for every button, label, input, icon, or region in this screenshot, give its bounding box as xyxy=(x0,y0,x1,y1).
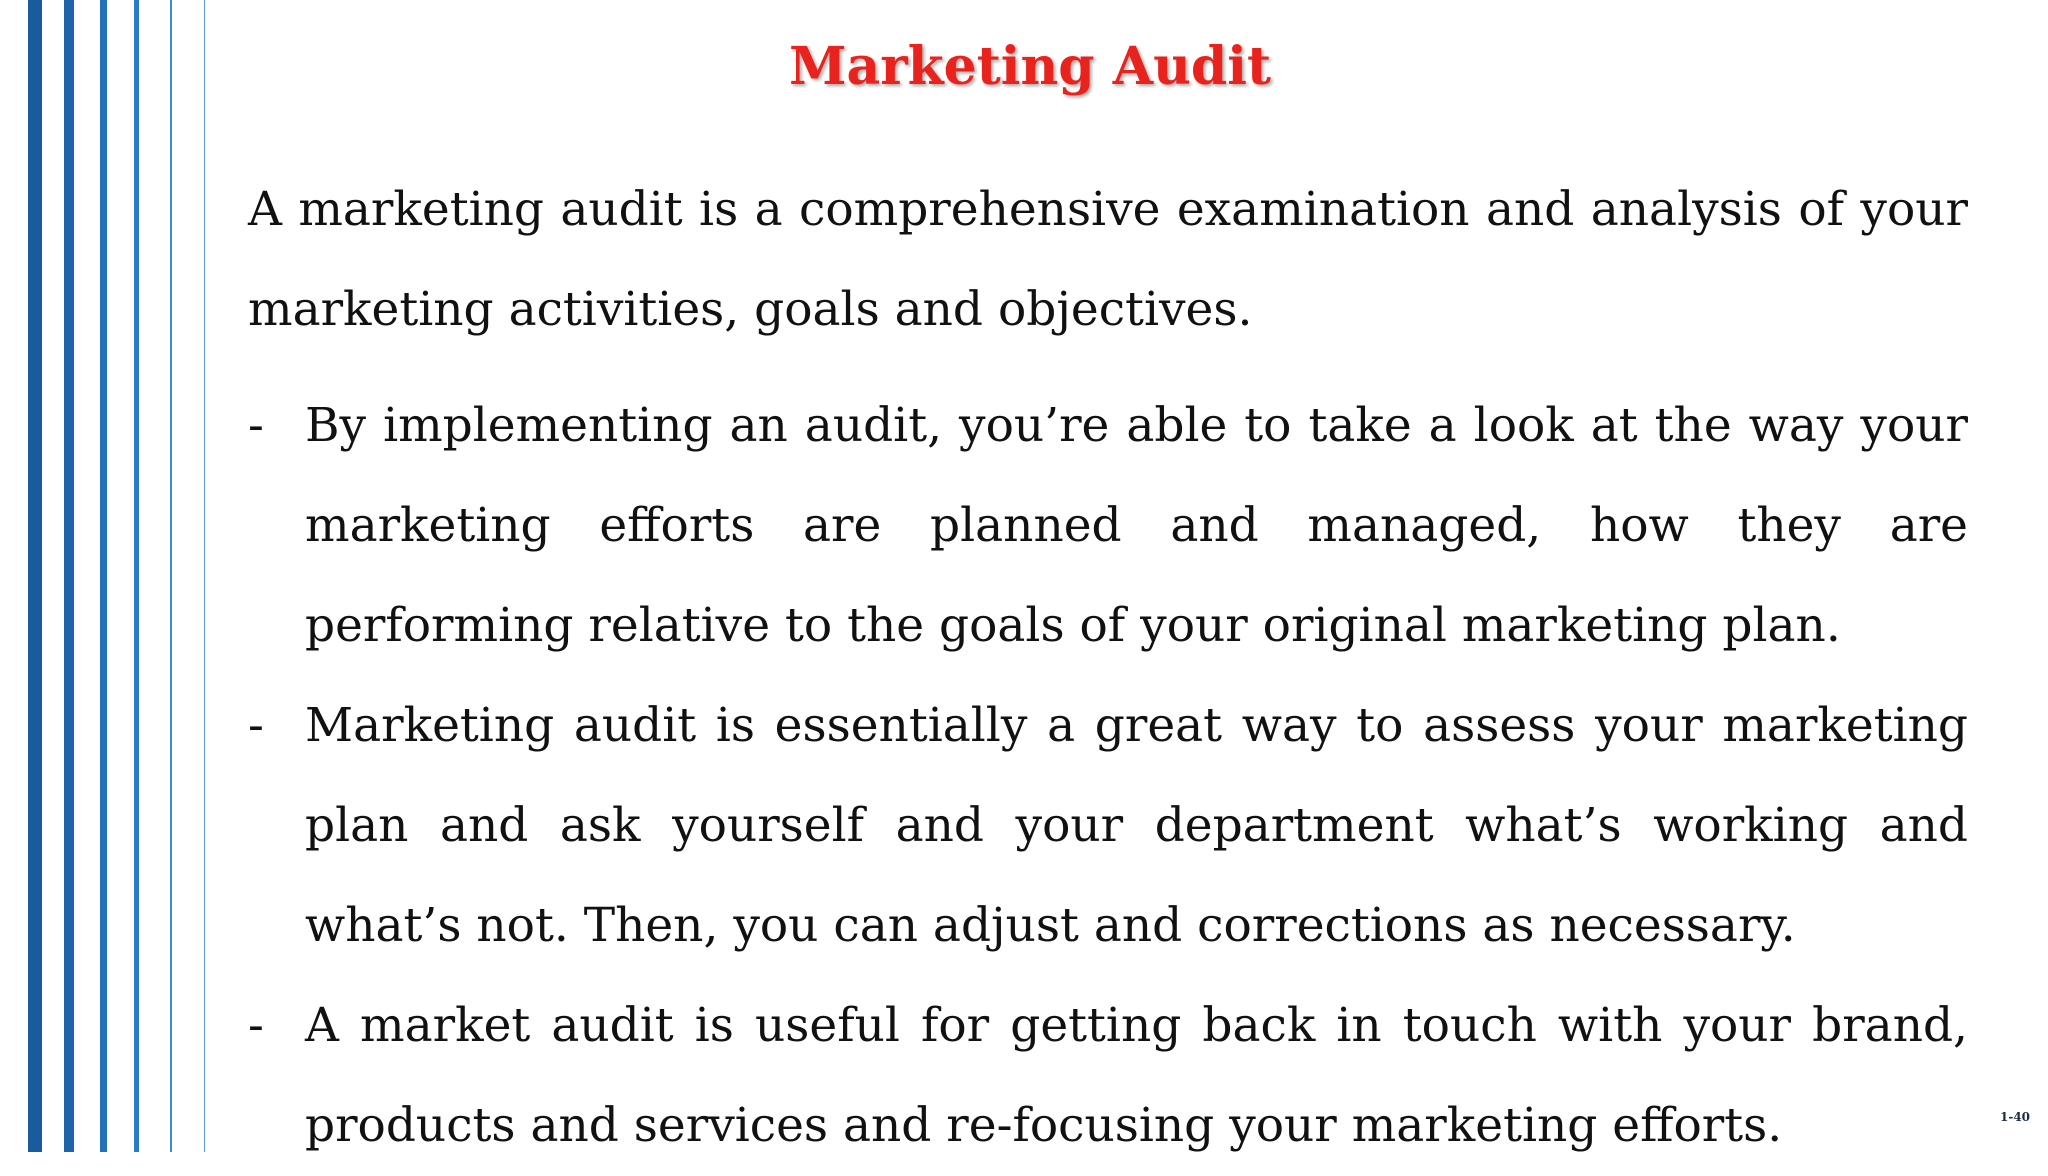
decorative-stripes xyxy=(0,0,210,1152)
slide-body xyxy=(248,160,1968,1176)
stripe-2 xyxy=(64,0,74,1152)
bullet-marker: - xyxy=(248,698,264,753)
bullet-marker: - xyxy=(248,398,264,453)
stripe-6 xyxy=(204,0,205,1152)
stripe-1 xyxy=(28,0,42,1152)
slide-title: Marketing Audit xyxy=(788,36,1272,97)
bullet-item xyxy=(248,676,1968,976)
bullet-item xyxy=(248,376,1968,676)
stripe-5 xyxy=(170,0,172,1152)
bullet-item xyxy=(248,976,1968,1176)
bullet-text: Marketing audit is essentially a great way to assess your marketing plan and ask yourself and your department what’s working and what’s not. Then, you can adjust and corrections as necessary. xyxy=(305,698,1968,953)
bullet-marker: - xyxy=(248,998,264,1053)
page-number: 1-40 xyxy=(2000,1110,2031,1124)
bullet-text: By implementing an audit, you’re able to take a look at the way your marketing efforts are planned and managed, how they are performing relative to the goals of your original marketing plan. xyxy=(305,398,1968,653)
bullet-text: A market audit is useful for getting back in touch with your brand, products and services and re-focusing your marketing efforts. xyxy=(305,998,1968,1153)
intro-paragraph: A marketing audit is a comprehensive examination and analysis of your marketing activities, goals and objectives. xyxy=(248,182,1968,337)
stripe-3 xyxy=(100,0,107,1152)
stripe-4 xyxy=(134,0,139,1152)
